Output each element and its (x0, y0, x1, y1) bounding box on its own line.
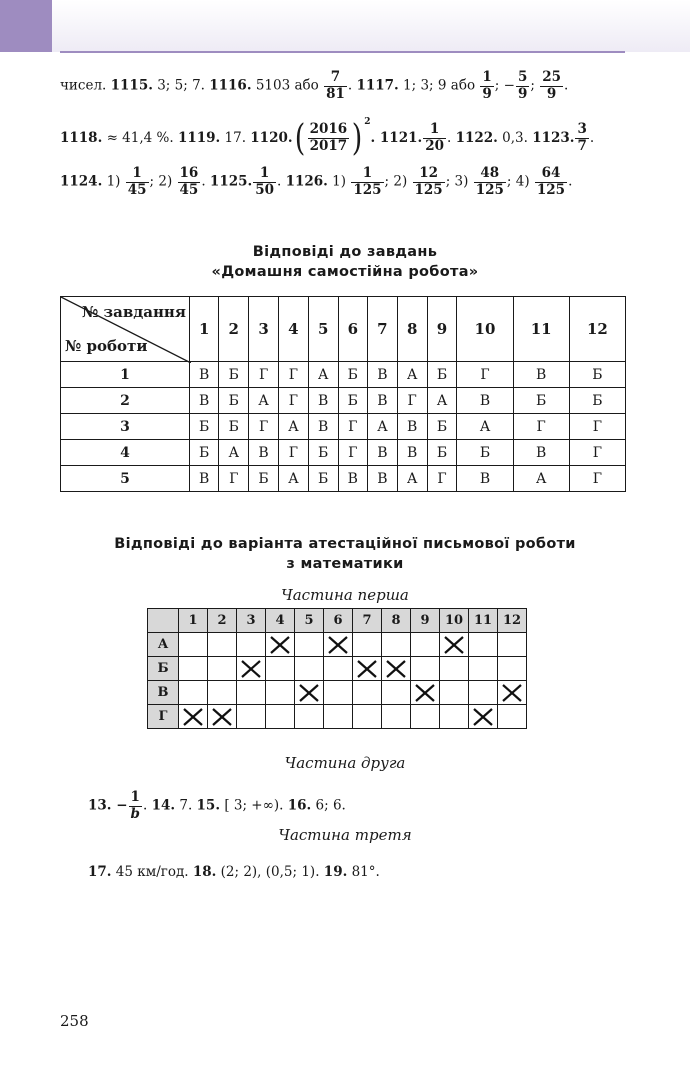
fraction: $\frac{25}{9}$ (542, 69, 561, 102)
grid-cell (179, 705, 208, 729)
table-cell: Б (569, 388, 625, 414)
grid-column-header: 5 (295, 609, 324, 633)
table-cell: В (367, 388, 397, 414)
table-cell: В (190, 362, 219, 388)
grid-row-label: В (148, 681, 179, 705)
grid-cell (440, 633, 469, 657)
grid-cell (498, 705, 527, 729)
right-paren: ) (351, 117, 363, 159)
grid-row (148, 681, 527, 705)
grid-cell (411, 705, 440, 729)
table-cell: В (397, 440, 427, 466)
cross-mark-icon (182, 707, 204, 727)
text: 3; 5; 7. (152, 77, 210, 94)
column-header: 4 (278, 297, 308, 362)
column-header: 7 (367, 297, 397, 362)
fraction: $\frac{7}{81}$ (326, 69, 345, 102)
table-cell: Б (427, 414, 457, 440)
top-rule (60, 51, 625, 53)
answer-line-1 (60, 70, 568, 102)
grid-column-header: 8 (382, 609, 411, 633)
cross-mark-icon (472, 707, 494, 727)
text: . (277, 173, 286, 190)
table-cell: В (190, 388, 219, 414)
fraction: $\frac{3}{7}$ (577, 121, 587, 154)
column-header: 12 (569, 297, 625, 362)
table-cell: Б (457, 440, 513, 466)
text: . (347, 77, 357, 94)
grid-cell (382, 657, 411, 681)
table-cell: Б (190, 414, 219, 440)
corner-label-bottom: № роботи (65, 337, 148, 355)
text: 5103 або (251, 77, 324, 94)
grid-cell (208, 681, 237, 705)
text: 17. (220, 130, 251, 146)
text: − (111, 797, 128, 814)
table-cell: А (308, 362, 338, 388)
table-cell: А (513, 466, 569, 492)
task-number: 1122. (455, 130, 498, 146)
text: . (370, 130, 380, 146)
grid-column-header: 7 (353, 609, 382, 633)
fraction: $\frac{2016}{2017}$ (309, 121, 348, 154)
table-cell: Б (308, 466, 338, 492)
part3-label: Частина третя (278, 826, 412, 844)
text: . (446, 130, 456, 146)
text: . (142, 797, 152, 814)
grid-cell (208, 657, 237, 681)
grid-column-header: 12 (498, 609, 527, 633)
grid-cell (498, 633, 527, 657)
text: (2; 2), (0,5; 1). (216, 864, 324, 880)
row-header: 1 (61, 362, 190, 388)
table-cell: Г (569, 414, 625, 440)
table-cell: Г (278, 440, 308, 466)
task-number: 1116. (209, 77, 252, 94)
fraction: $\frac{1}{45}$ (127, 165, 147, 198)
text: 45 км/год. (111, 864, 193, 880)
task-number: 1117. (356, 77, 399, 94)
cross-mark-icon (211, 707, 233, 727)
fraction: $\frac{1}{9}$ (482, 69, 492, 102)
cross-mark-icon (356, 659, 378, 679)
grid-cell (295, 657, 324, 681)
text: ; 2) (384, 173, 412, 190)
table-cell: Г (338, 414, 367, 440)
fraction: $\frac{48}{125}$ (475, 165, 504, 198)
heading-line: з математики (286, 556, 404, 572)
task-number: 1125. (209, 173, 253, 190)
table-cell: В (513, 440, 569, 466)
grid-corner (148, 609, 179, 633)
grid-cell (237, 681, 266, 705)
fraction: $\frac{64}{125}$ (536, 165, 566, 198)
grid-column-header: 9 (411, 609, 440, 633)
grid-column-header: 2 (208, 609, 237, 633)
table-cell: В (190, 466, 219, 492)
text: . (201, 173, 210, 190)
table-cell: Г (249, 414, 279, 440)
row-header: 5 (61, 466, 190, 492)
grid-cell (353, 681, 382, 705)
table-cell: В (367, 440, 397, 466)
grid-row-label: Г (148, 705, 179, 729)
table-cell: Г (397, 388, 427, 414)
table-cell: Б (338, 362, 367, 388)
table-cell: Г (569, 466, 625, 492)
grid-column-header: 4 (266, 609, 295, 633)
table-cell: Б (219, 388, 249, 414)
grid-row (148, 657, 527, 681)
part1-label: Частина перша (281, 586, 409, 604)
text: 7. (175, 797, 197, 814)
text: ; 2) (149, 173, 177, 190)
table-cell: В (367, 466, 397, 492)
grid-cell (411, 633, 440, 657)
column-header: 10 (457, 297, 513, 362)
text: ; 4) (506, 173, 534, 190)
fraction: $\frac{1}{b}$ (130, 789, 140, 822)
grid-cell (382, 633, 411, 657)
table-cell: Б (219, 414, 249, 440)
cross-mark-icon (327, 635, 349, 655)
table-cell: Г (457, 362, 513, 388)
table-row (61, 440, 626, 466)
grid-cell (324, 657, 353, 681)
grid-column-header: 10 (440, 609, 469, 633)
grid-cell (237, 657, 266, 681)
text: 6; 6. (311, 797, 346, 814)
grid-cell (266, 705, 295, 729)
table-cell: Б (569, 362, 625, 388)
text: 81°. (347, 864, 380, 880)
attestation-heading (0, 534, 690, 574)
grid-cell (469, 633, 498, 657)
table-cell: Б (427, 362, 457, 388)
table-cell: Б (338, 388, 367, 414)
text: 1) (327, 173, 351, 190)
grid-cell (498, 657, 527, 681)
part2-answers (88, 790, 346, 822)
grid-cell (469, 681, 498, 705)
grid-cell (295, 705, 324, 729)
table-cell: Г (513, 414, 569, 440)
cross-mark-icon (385, 659, 407, 679)
table-row (61, 388, 626, 414)
task-number: 1121. (379, 130, 423, 146)
grid-cell (237, 633, 266, 657)
grid-cell (295, 681, 324, 705)
table-cell: В (308, 414, 338, 440)
grid-cell (179, 681, 208, 705)
heading-line: «Домашня самостійна робота» (211, 264, 479, 280)
text: . (568, 173, 573, 190)
table-cell: А (278, 466, 308, 492)
grid-cell (353, 633, 382, 657)
task-number: 13. (88, 797, 112, 814)
table-cell: А (457, 414, 513, 440)
text: 1; 3; 9 або (398, 77, 480, 94)
grid-cell (266, 633, 295, 657)
column-header: 11 (513, 297, 569, 362)
grid-column-header: 11 (469, 609, 498, 633)
grid-cell (324, 633, 353, 657)
task-number: 17. (88, 864, 112, 880)
part2-label: Частина друга (284, 754, 406, 772)
table-cell: Г (569, 440, 625, 466)
cross-mark-icon (501, 683, 523, 703)
task-number: 1118. (60, 130, 103, 146)
fraction: $\frac{1}{20}$ (425, 121, 444, 154)
grid-row-label: Б (148, 657, 179, 681)
task-number: 19. (323, 864, 348, 880)
grid-column-header: 6 (324, 609, 353, 633)
table-cell: А (249, 388, 279, 414)
grid-column-header: 1 (179, 609, 208, 633)
table-row (61, 414, 626, 440)
task-number: 16. (287, 797, 312, 814)
task-number: 1124. (60, 173, 103, 190)
part3-answers (88, 864, 380, 880)
grid-cell (237, 705, 266, 729)
table-cell: Г (219, 466, 249, 492)
table-cell: В (308, 388, 338, 414)
task-number: 1126. (285, 173, 328, 190)
task-number: 1119. (177, 130, 221, 146)
grid-cell (266, 657, 295, 681)
corner-label-top: № завдання (82, 303, 186, 321)
corner-tab (0, 0, 52, 52)
table-cell: Б (219, 362, 249, 388)
task-number: 1115. (110, 77, 153, 94)
table-cell: Б (308, 440, 338, 466)
text: ; − (494, 77, 515, 94)
task-number: 1123. (532, 130, 575, 146)
left-paren: ( (294, 117, 305, 159)
grid-cell (324, 681, 353, 705)
column-header: 3 (249, 297, 279, 362)
heading-line: Відповіді до варіанта атестаційної письмової роботи (114, 536, 576, 552)
grid-cell (382, 681, 411, 705)
grid-cell (440, 681, 469, 705)
cross-mark-icon (414, 683, 436, 703)
table-cell: А (278, 414, 308, 440)
text: . (589, 130, 595, 146)
column-header: 2 (219, 297, 249, 362)
grid-cell (208, 633, 237, 657)
text: ≈ 41,4 %. (102, 130, 178, 146)
column-header: 6 (338, 297, 367, 362)
text: 0,3. (497, 130, 533, 146)
answer-grid (147, 608, 527, 729)
grid-cell (324, 705, 353, 729)
grid-cell (498, 681, 527, 705)
top-band (52, 0, 690, 52)
text: ; (530, 77, 540, 94)
table-cell: В (457, 388, 513, 414)
grid-row (148, 633, 527, 657)
answer-line-3 (60, 166, 572, 198)
table-cell: Б (513, 388, 569, 414)
column-header: 8 (397, 297, 427, 362)
homework-heading (0, 242, 690, 282)
grid-cell (440, 657, 469, 681)
table-cell: А (219, 440, 249, 466)
grid-cell (440, 705, 469, 729)
homework-answers-table (60, 296, 626, 492)
exponent: 2 (364, 117, 371, 127)
grid-row (148, 705, 527, 729)
text: [ 3; +∞). (220, 797, 288, 814)
table-cell: В (367, 362, 397, 388)
text: ; 3) (445, 173, 473, 190)
table-cell: В (249, 440, 279, 466)
row-header: 2 (61, 388, 190, 414)
row-header: 4 (61, 440, 190, 466)
table-cell: В (338, 466, 367, 492)
corner-cell (61, 297, 190, 362)
table-cell: А (427, 388, 457, 414)
grid-column-header: 3 (237, 609, 266, 633)
page-number: 258 (60, 1012, 89, 1030)
heading-line: Відповіді до завдань (252, 244, 438, 260)
table-cell: В (397, 414, 427, 440)
cross-mark-icon (240, 659, 262, 679)
task-number: 15. (196, 797, 221, 814)
table-cell: В (513, 362, 569, 388)
text: чисел. (60, 77, 111, 94)
grid-cell (353, 705, 382, 729)
fraction: $\frac{1}{125}$ (353, 165, 382, 198)
table-cell: Г (338, 440, 367, 466)
column-header: 1 (190, 297, 219, 362)
grid-cell (469, 657, 498, 681)
grid-cell (353, 657, 382, 681)
fraction: $\frac{16}{45}$ (179, 165, 199, 198)
text: 1) (102, 173, 125, 190)
grid-cell (411, 681, 440, 705)
text: . (563, 77, 569, 94)
grid-cell (179, 633, 208, 657)
task-number: 14. (151, 797, 176, 814)
fraction: $\frac{12}{125}$ (414, 165, 443, 198)
grid-cell (266, 681, 295, 705)
cross-mark-icon (443, 635, 465, 655)
table-cell: Г (278, 362, 308, 388)
table-row (61, 466, 626, 492)
table-cell: А (397, 362, 427, 388)
grid-cell (179, 657, 208, 681)
grid-cell (295, 633, 324, 657)
grid-cell (469, 705, 498, 729)
cross-mark-icon (269, 635, 291, 655)
table-cell: А (397, 466, 427, 492)
table-cell: А (367, 414, 397, 440)
table-cell: Б (190, 440, 219, 466)
task-number: 18. (192, 864, 217, 880)
answer-line-2 (60, 118, 594, 157)
column-header: 5 (308, 297, 338, 362)
grid-cell (411, 657, 440, 681)
cross-mark-icon (298, 683, 320, 703)
grid-cell (382, 705, 411, 729)
table-header-row (61, 297, 626, 362)
fraction: $\frac{1}{50}$ (255, 165, 274, 198)
table-cell: Г (249, 362, 279, 388)
table-cell: Г (278, 388, 308, 414)
fraction: $\frac{5}{9}$ (517, 69, 528, 102)
table-cell: Г (427, 466, 457, 492)
table-cell: В (457, 466, 513, 492)
grid-cell (208, 705, 237, 729)
grid-header-row (148, 609, 527, 633)
grid-row-label: А (148, 633, 179, 657)
table-row (61, 362, 626, 388)
task-number: 1120. (250, 130, 293, 146)
table-cell: Б (427, 440, 457, 466)
row-header: 3 (61, 414, 190, 440)
table-cell: Б (249, 466, 279, 492)
column-header: 9 (427, 297, 457, 362)
